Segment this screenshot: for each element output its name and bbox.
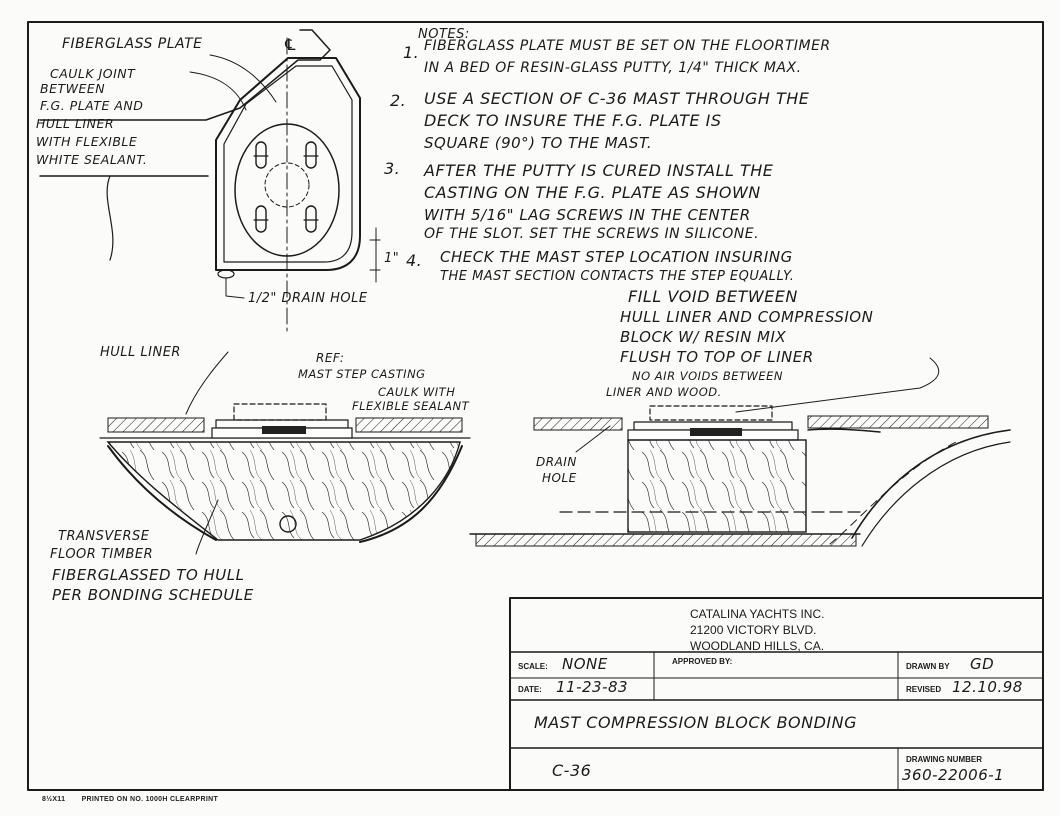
svg-text:HOLE: HOLE — [542, 471, 577, 485]
paper-footer — [42, 796, 232, 803]
label-no-air-voids — [606, 369, 783, 399]
svg-text:WITH FLEXIBLE: WITH FLEXIBLE — [36, 134, 138, 149]
approved-label: APPROVED BY: — [672, 657, 733, 666]
svg-text:21200 VICTORY BLVD.: 21200 VICTORY BLVD. — [690, 623, 817, 637]
scale-value: NONE — [562, 655, 608, 673]
note-3-number: 3. — [384, 159, 401, 178]
svg-text:PER BONDING SCHEDULE: PER BONDING SCHEDULE — [52, 586, 254, 604]
drawing-number-value: 360-22006-1 — [902, 766, 1005, 784]
svg-text:NO AIR VOIDS BETWEEN: NO AIR VOIDS BETWEEN — [632, 369, 784, 383]
note-3-line-1: AFTER THE PUTTY IS CURED INSTALL THE — [424, 161, 774, 180]
svg-text:CAULK WITH: CAULK WITH — [378, 385, 456, 399]
section-left — [100, 352, 470, 554]
svg-text:FILL VOID BETWEEN: FILL VOID BETWEEN — [628, 287, 798, 306]
note-3-line-3: WITH 5/16" LAG SCREWS IN THE CENTER — [424, 206, 751, 224]
label-ref-casting — [298, 351, 426, 381]
svg-text:DRAIN: DRAIN — [536, 455, 577, 469]
svg-text:FLUSH TO TOP OF LINER: FLUSH TO TOP OF LINER — [620, 348, 814, 366]
svg-text:MAST STEP CASTING: MAST STEP CASTING — [298, 367, 426, 381]
revised-value: 12.10.98 — [952, 678, 1023, 696]
label-drain-hole-right — [536, 455, 577, 485]
revised-label: REVISED — [906, 685, 942, 694]
label-centerline: ℄ — [283, 35, 298, 54]
note-2-line-2: DECK TO INSURE THE F.G. PLATE IS — [424, 111, 722, 130]
note-1-line-2: IN A BED OF RESIN-GLASS PUTTY, 1/4" THICK MAX. — [424, 60, 802, 76]
note-3-line-4: OF THE SLOT. SET THE SCREWS IN SILICONE. — [424, 226, 760, 242]
svg-text:WOODLAND HILLS, CA.: WOODLAND HILLS, CA. — [690, 639, 825, 653]
label-drain-hole: 1/2" DRAIN HOLE — [248, 291, 368, 306]
fiberglass-plate-outline — [216, 58, 360, 270]
svg-text:FLEXIBLE SEALANT: FLEXIBLE SEALANT — [352, 399, 470, 413]
svg-text:CAULK JOINT: CAULK JOINT — [50, 66, 136, 81]
label-caulk-joint — [36, 66, 147, 167]
label-one-inch: 1" — [384, 251, 400, 266]
svg-text:FIBERGLASSED TO HULL: FIBERGLASSED TO HULL — [52, 566, 245, 584]
svg-text:CATALINA YACHTS INC.: CATALINA YACHTS INC. — [690, 607, 825, 621]
paper-printed-on: PRINTED ON NO. 1000H CLEARPRINT — [81, 796, 219, 803]
note-1-line-1: FIBERGLASS PLATE MUST BE SET ON THE FLOORTIMER — [424, 38, 831, 54]
svg-text:HULL LINER AND COMPRESSION: HULL LINER AND COMPRESSION — [620, 308, 874, 326]
note-4-number: 4. — [406, 251, 423, 270]
svg-text:FLOOR TIMBER: FLOOR TIMBER — [50, 547, 154, 562]
svg-text:REF:: REF: — [316, 351, 345, 365]
svg-text:TRANSVERSE: TRANSVERSE — [58, 529, 150, 544]
paper-size: 8½X11 — [42, 796, 66, 803]
floor-timber-left — [108, 442, 460, 540]
svg-text:BLOCK W/ RESIN MIX: BLOCK W/ RESIN MIX — [620, 328, 787, 346]
label-fiberglass-plate: FIBERGLASS PLATE — [62, 36, 203, 52]
note-4-line-2: THE MAST SECTION CONTACTS THE STEP EQUALLY. — [440, 269, 795, 284]
section-right — [470, 358, 1010, 546]
note-1-number: 1. — [403, 43, 420, 62]
note-2-line-1: USE A SECTION OF C-36 MAST THROUGH THE — [424, 89, 810, 108]
drawing-number-label: DRAWING NUMBER — [906, 755, 982, 764]
note-2-line-3: SQUARE (90°) TO THE MAST. — [424, 134, 653, 152]
notes-heading: NOTES: — [418, 27, 470, 42]
notes-block — [384, 27, 831, 284]
svg-text:F.G. PLATE AND: F.G. PLATE AND — [40, 98, 144, 113]
label-caulk-with — [352, 385, 470, 413]
label-hull-liner: HULL LINER — [100, 345, 181, 360]
note-4-line-1: CHECK THE MAST STEP LOCATION INSURING — [440, 248, 793, 266]
drawn-by-label: DRAWN BY — [906, 662, 950, 671]
model-number: C-36 — [552, 761, 592, 780]
svg-text:HULL LINER: HULL LINER — [36, 116, 115, 131]
svg-text:BETWEEN: BETWEEN — [40, 81, 106, 96]
svg-text:LINER AND WOOD.: LINER AND WOOD. — [606, 385, 722, 399]
scale-label: SCALE: — [518, 662, 548, 671]
drawn-by-value: GD — [970, 655, 995, 673]
label-fiberglassed — [52, 566, 254, 604]
date-value: 11-23-83 — [556, 678, 629, 696]
svg-text:WHITE SEALANT.: WHITE SEALANT. — [36, 152, 148, 167]
company-info — [690, 607, 824, 653]
lag-screw-slots — [254, 142, 318, 232]
label-fill-void — [620, 287, 873, 366]
label-transverse-floor-timber — [50, 529, 153, 562]
compression-block — [628, 440, 806, 532]
note-3-line-2: CASTING ON THE F.G. PLATE AS SHOWN — [424, 183, 761, 202]
date-label: DATE: — [518, 685, 542, 694]
drawing-title: MAST COMPRESSION BLOCK BONDING — [534, 713, 858, 732]
note-2-number: 2. — [390, 91, 407, 110]
